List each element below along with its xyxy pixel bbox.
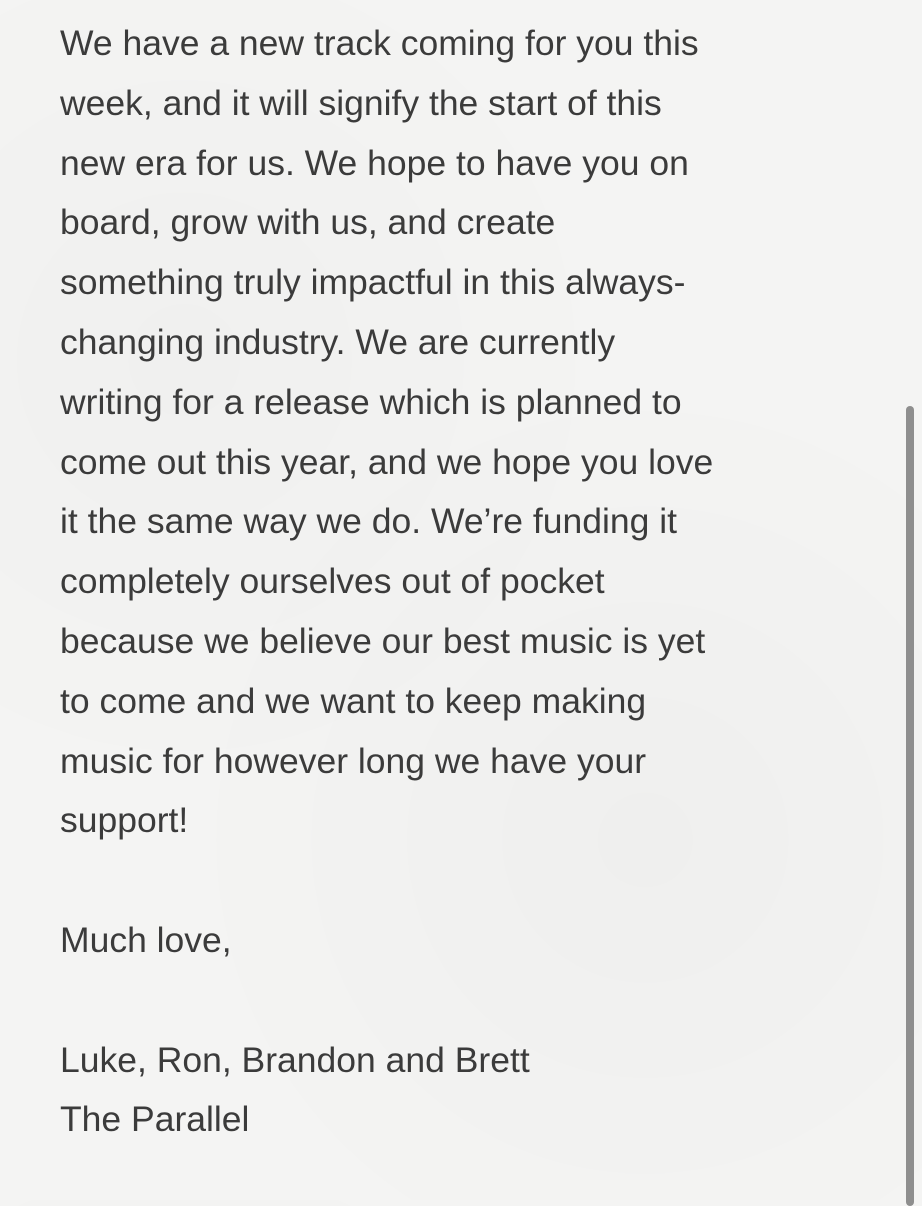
body-line: to come and we want to keep making xyxy=(60,680,647,721)
signature-names: Luke, Ron, Brandon and Brett xyxy=(60,1039,530,1080)
body-line: because we believe our best music is yet xyxy=(60,620,706,661)
body-line: support! xyxy=(60,800,189,841)
band-name: The Parallel xyxy=(60,1099,250,1140)
note-body xyxy=(60,14,860,851)
body-line: board, grow with us, and create xyxy=(60,202,556,243)
body-line: completely ourselves out of pocket xyxy=(60,561,605,602)
closing: Much love, xyxy=(60,919,232,960)
body-line: week, and it will signify the start of this xyxy=(60,82,662,123)
body-line: new era for us. We hope to have you on xyxy=(60,142,689,183)
body-line: it the same way we do. We’re funding it xyxy=(60,501,677,542)
vertical-scrollbar[interactable] xyxy=(906,406,914,1206)
body-line: music for however long we have your xyxy=(60,740,647,781)
body-line: writing for a release which is planned to xyxy=(60,381,682,422)
body-line: changing industry. We are currently xyxy=(60,321,616,362)
note-text[interactable] xyxy=(60,14,860,1150)
body-line: come out this year, and we hope you love xyxy=(60,441,714,482)
body-line: something truly impactful in this always- xyxy=(60,262,686,303)
body-line: We have a new track coming for you this xyxy=(60,23,699,63)
